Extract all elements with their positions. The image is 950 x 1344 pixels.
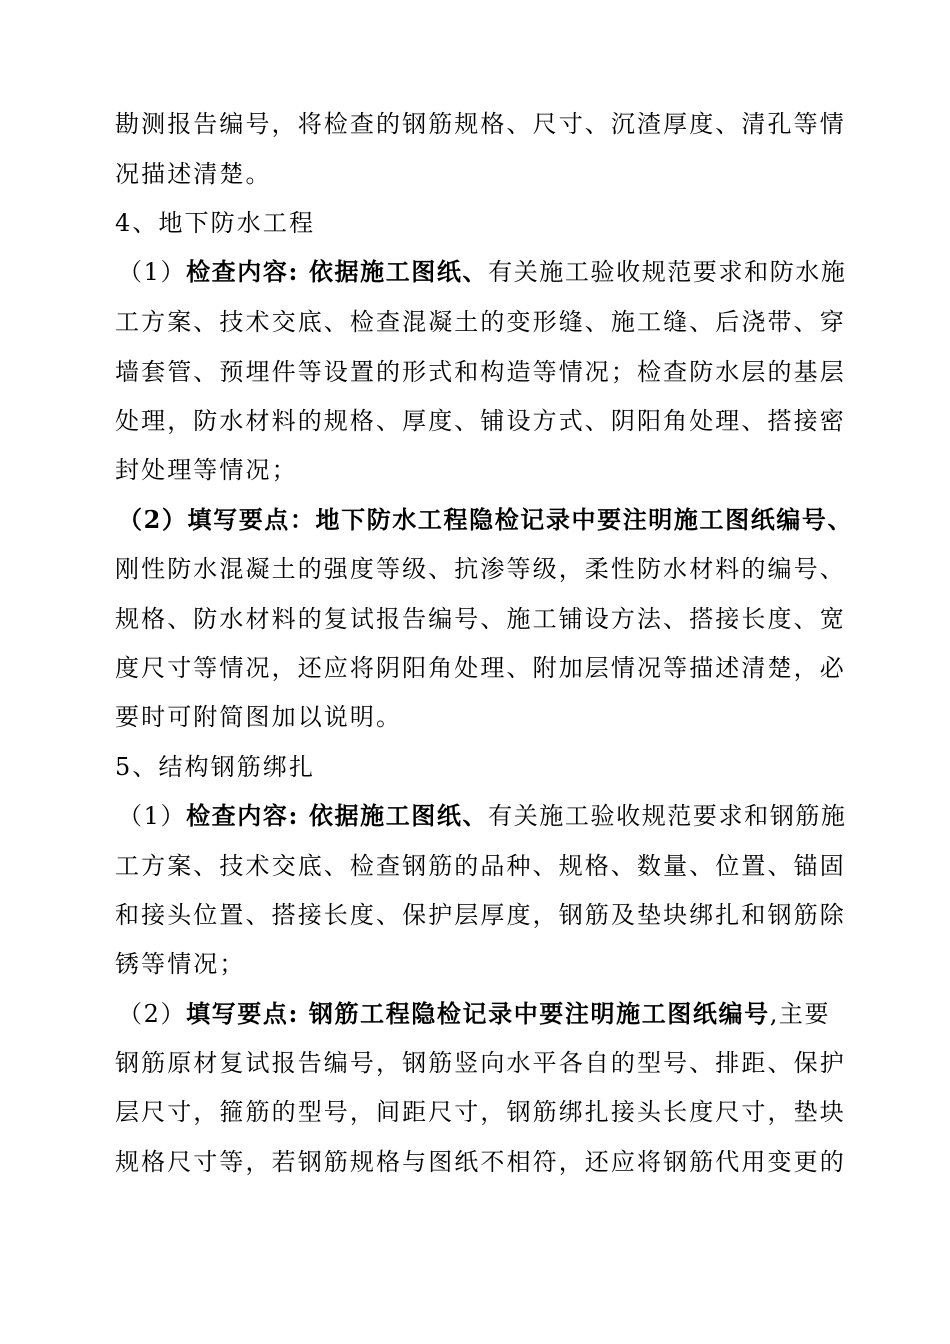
item-number: （2）	[118, 1000, 187, 1028]
paragraph-line: 封处理等情况；	[115, 456, 298, 484]
bold-text: 填写要点：地下防水工程隐检记录中要注明施工图纸编号、	[187, 505, 854, 534]
paragraph-line: 墙套管、预埋件等设置的形式和构造等情况；检查防水层的基层	[115, 358, 846, 386]
paragraph-line: 度尺寸等情况，还应将阴阳角处理、附加层情况等描述清楚，必	[115, 654, 846, 682]
section-heading: 4、地下防水工程	[115, 209, 316, 237]
paragraph-line	[118, 255, 878, 289]
bold-label: 检查内容:	[186, 801, 299, 830]
bold-label: 填写要点:	[186, 999, 299, 1028]
paragraph-line: 刚性防水混凝土的强度等级、抗渗等级，柔性防水材料的编号、	[115, 555, 846, 583]
item-number: （1）	[118, 258, 187, 286]
body-text: ,主要	[769, 1000, 831, 1028]
paragraph-line: 处理，防水材料的规格、厚度、铺设方式、阴阳角处理、搭接密	[115, 407, 846, 435]
paragraph-line: 钢筋原材复试报告编号，钢筋竖向水平各自的型号、排距、保护	[115, 1049, 846, 1077]
bold-text: 依据施工图纸、	[298, 801, 489, 830]
paragraph-line: 勘测报告编号，将检查的钢筋规格、尺寸、沉渣厚度、清孔等情	[115, 110, 846, 138]
paragraph-line: 锈等情况；	[115, 950, 246, 978]
bold-text: 依据施工图纸、	[298, 257, 489, 286]
paragraph-line: 工方案、技术交底、检查混凝土的变形缝、施工缝、后浇带、穿	[115, 308, 846, 336]
bold-text: 钢筋工程隐检记录中要注明施工图纸编号	[298, 999, 770, 1028]
paragraph-line	[118, 503, 878, 537]
paragraph-line: 况描述清楚。	[115, 160, 272, 188]
section-heading: 5、结构钢筋绑扎	[115, 753, 316, 781]
paragraph-line: 要时可附简图加以说明。	[115, 703, 403, 731]
body-text: 有关施工验收规范要求和钢筋施	[488, 802, 847, 830]
paragraph-line: 工方案、技术交底、检查钢筋的品种、规格、数量、位置、锚固	[115, 852, 846, 880]
item-number: （1）	[118, 802, 187, 830]
bold-label: 检查内容:	[186, 257, 299, 286]
paragraph-line: 规格、防水材料的复试报告编号、施工铺设方法、搭接长度、宽	[115, 605, 846, 633]
item-number: （2）	[118, 505, 188, 534]
paragraph-line	[118, 997, 878, 1031]
paragraph-line: 规格尺寸等，若钢筋规格与图纸不相符，还应将钢筋代用变更的	[115, 1148, 846, 1176]
paragraph-line: 和接头位置、搭接长度、保护层厚度，钢筋及垫块绑扎和钢筋除	[115, 901, 846, 929]
body-text: 有关施工验收规范要求和防水施	[488, 258, 847, 286]
paragraph-line: 层尺寸，箍筋的型号，间距尺寸，钢筋绑扎接头长度尺寸，垫块	[115, 1098, 846, 1126]
paragraph-line	[118, 799, 878, 833]
